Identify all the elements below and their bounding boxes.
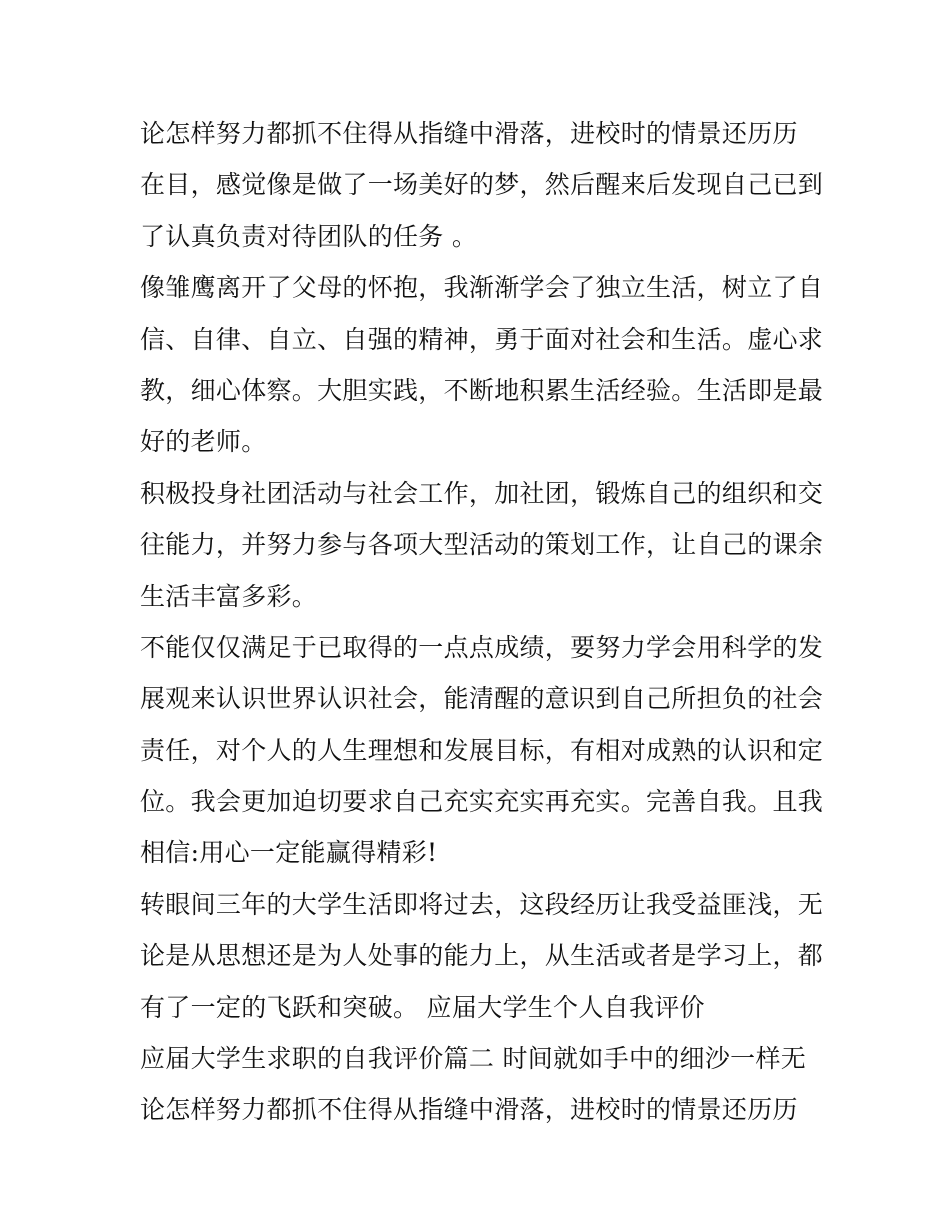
text-line: 好的老师。 <box>140 427 267 457</box>
text-line: 信、自律、自立、自强的精神，勇于面对社会和生活。虚心求 <box>140 324 824 354</box>
text-line: 教，细心体察。大胆实践，不断地积累生活经验。生活即是最 <box>140 375 824 405</box>
text-line: 论是从思想还是为人处事的能力上，从生活或者是学习上，都 <box>140 941 824 971</box>
text-line: 像雏鹰离开了父母的怀抱，我渐渐学会了独立生活，树立了自 <box>140 273 824 303</box>
text-line: 位。我会更加迫切要求自己充实充实再充实。完善自我。且我 <box>140 787 824 817</box>
text-line: 不能仅仅满足于已取得的一点点成绩，要努力学会用科学的发 <box>140 632 824 662</box>
text-line: 应届大学生求职的自我评价篇二 时间就如手中的细沙一样无 <box>140 1044 807 1074</box>
text-line: 在目，感觉像是做了一场美好的梦，然后醒来后发现自己已到 <box>140 170 824 200</box>
text-line: 了认真负责对待团队的任务 。 <box>140 221 478 251</box>
text-line: 责任，对个人的人生理想和发展目标，有相对成熟的认识和定 <box>140 735 824 765</box>
text-line: 往能力，并努力参与各项大型活动的策划工作，让自己的课余 <box>140 530 824 560</box>
text-line: 相信:用心一定能赢得精彩! <box>140 838 438 868</box>
text-line: 有了一定的飞跃和突破。 应届大学生个人自我评价 <box>140 992 705 1022</box>
text-line: 积极投身社团活动与社会工作，加社团，锻炼自己的组织和交 <box>140 478 824 508</box>
text-line: 转眼间三年的大学生活即将过去，这段经历让我受益匪浅，无 <box>140 889 824 919</box>
text-line: 生活丰富多彩。 <box>140 581 318 611</box>
text-line: 展观来认识世界认识社会，能清醒的意识到自己所担负的社会 <box>140 684 824 714</box>
text-line: 论怎样努力都抓不住得从指缝中滑落，进校时的情景还历历 <box>140 119 798 148</box>
text-line: 论怎样努力都抓不住得从指缝中滑落，进校时的情景还历历 <box>140 1095 798 1125</box>
document-body <box>140 108 824 1136</box>
